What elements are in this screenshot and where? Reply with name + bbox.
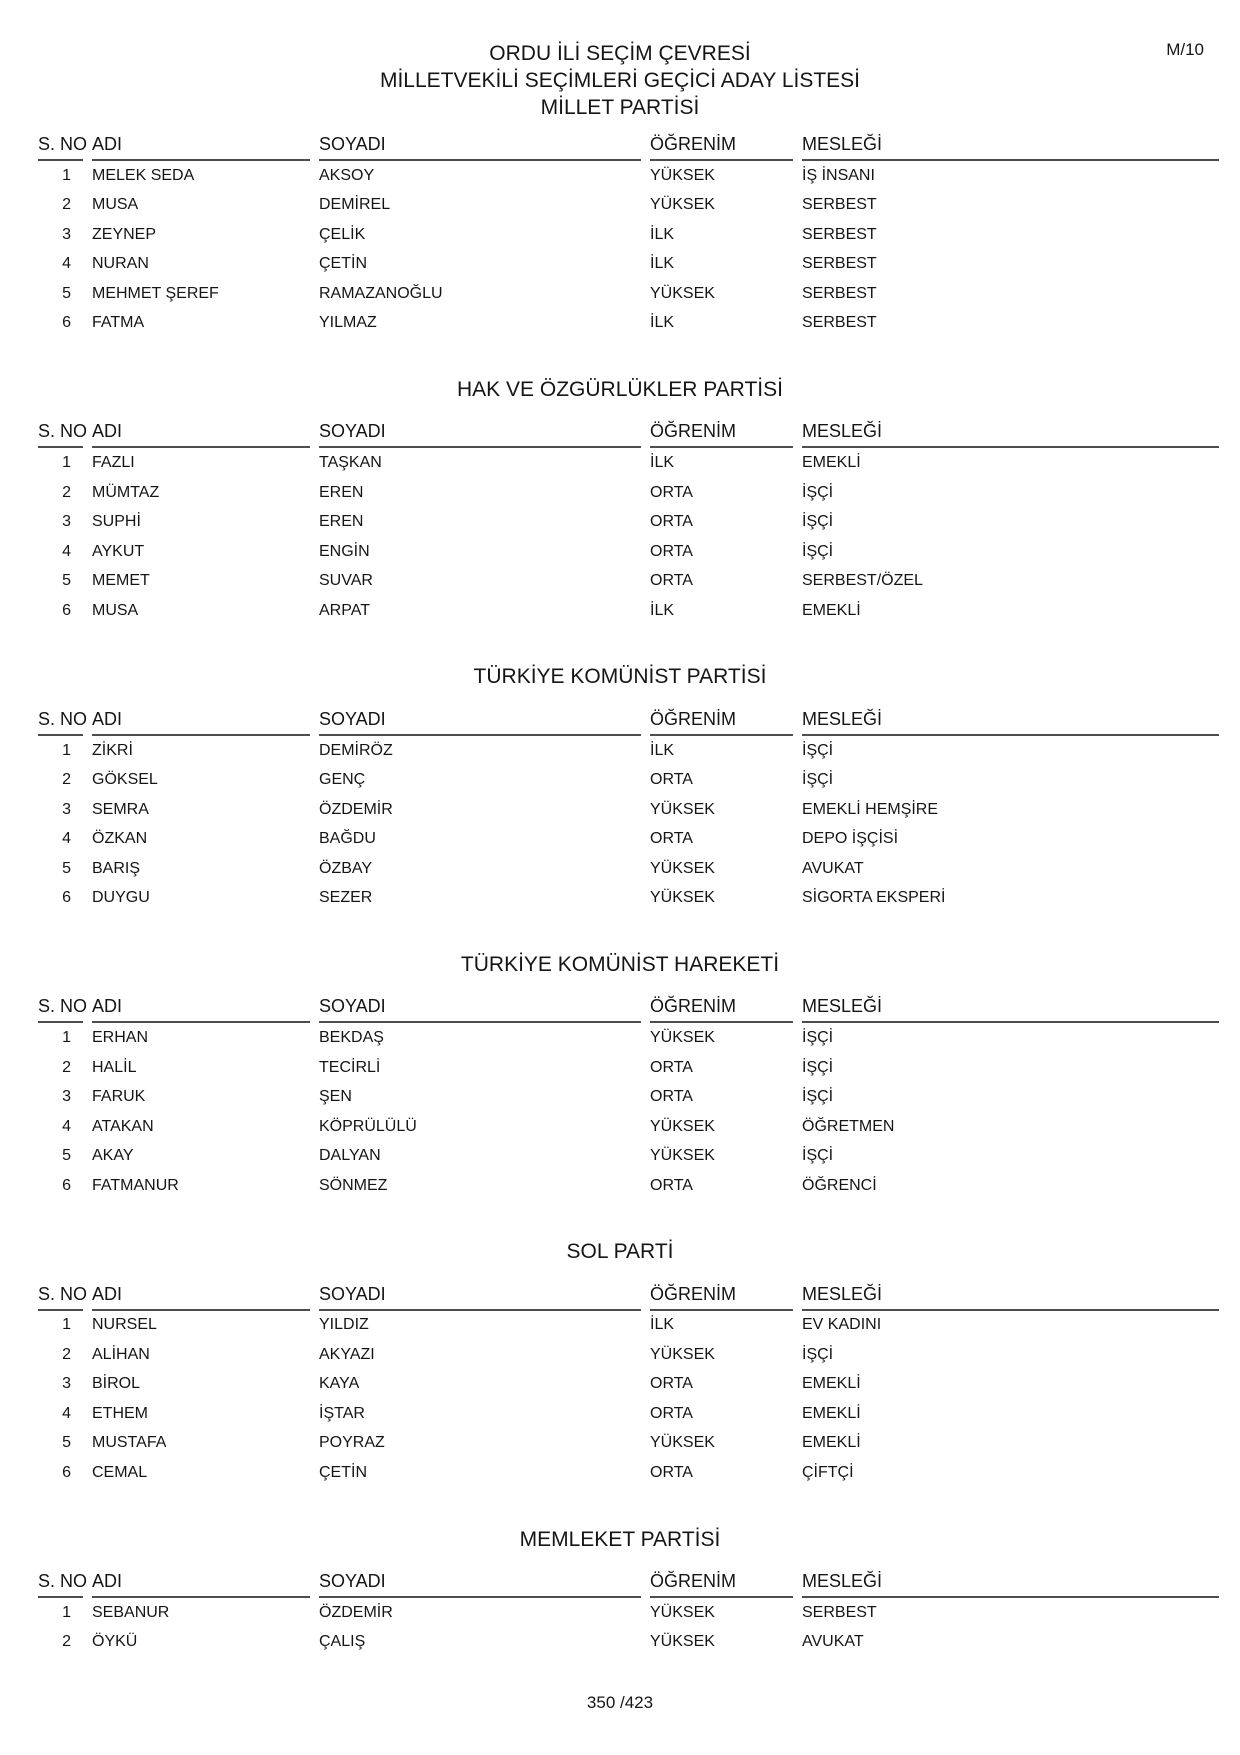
table-header-row (38, 708, 1230, 736)
cell-adi: SEMRA (92, 800, 149, 818)
table-row (38, 1399, 1230, 1429)
cell-adi: AYKUT (92, 542, 145, 560)
title-line-party: MİLLET PARTİSİ (540, 96, 700, 119)
page-code: M/10 (1166, 40, 1204, 59)
cell-sira-no: 5 (62, 1434, 71, 1452)
cell-ogrenim: YÜKSEK (650, 1633, 715, 1651)
cell-sira-no: 4 (62, 542, 71, 560)
cell-sira-no: 2 (62, 196, 71, 214)
table-row (38, 191, 1230, 221)
table-header-row (38, 1283, 1230, 1311)
cell-meslegi: İŞÇİ (802, 741, 834, 759)
cell-meslegi: İŞÇİ (802, 1029, 834, 1047)
column-header-adi: ADI (92, 420, 310, 448)
table-header-row (38, 995, 1230, 1023)
cell-adi: ÖZKAN (92, 830, 148, 848)
cell-meslegi: SERBEST/ÖZEL (802, 572, 923, 590)
cell-meslegi: EMEKLİ (802, 1434, 861, 1452)
column-header-ogrenim: ÖĞRENİM (650, 708, 793, 736)
column-header-sira-no: S. NO (38, 420, 83, 448)
table-row (38, 507, 1230, 537)
column-header-soyadi: SOYADI (319, 420, 641, 448)
cell-sira-no: 1 (62, 454, 71, 472)
cell-soyadi: SEZER (319, 889, 373, 907)
column-header-ogrenim: ÖĞRENİM (650, 133, 793, 161)
cell-adi: ZEYNEP (92, 225, 157, 243)
cell-soyadi: EREN (319, 483, 364, 501)
cell-meslegi: İŞÇİ (802, 483, 834, 501)
cell-adi: ÖYKÜ (92, 1633, 138, 1651)
table-row (38, 596, 1230, 626)
cell-meslegi: AVUKAT (802, 1633, 864, 1651)
cell-meslegi: İŞÇİ (802, 1088, 834, 1106)
cell-ogrenim: İLK (650, 1316, 675, 1334)
table-row (38, 1171, 1230, 1201)
table-row (38, 1458, 1230, 1488)
cell-sira-no: 1 (62, 1316, 71, 1334)
cell-adi: ETHEM (92, 1404, 148, 1422)
cell-adi: FAZLI (92, 454, 135, 472)
cell-meslegi: EMEKLİ (802, 1375, 861, 1393)
column-header-soyadi: SOYADI (319, 708, 641, 736)
cell-ogrenim: İLK (650, 314, 675, 332)
table-row (38, 309, 1230, 339)
party-table (0, 1283, 1240, 1488)
cell-soyadi: İŞTAR (319, 1404, 365, 1422)
cell-soyadi: RAMAZANOĞLU (319, 284, 443, 302)
cell-sira-no: 6 (62, 1463, 71, 1481)
column-header-sira-no: S. NO (38, 995, 83, 1023)
table-row (38, 1429, 1230, 1459)
cell-ogrenim: YÜKSEK (650, 1147, 715, 1165)
cell-meslegi: ÖĞRENCİ (802, 1176, 877, 1194)
cell-soyadi: POYRAZ (319, 1434, 385, 1452)
table-row (38, 279, 1230, 309)
cell-sira-no: 3 (62, 800, 71, 818)
cell-ogrenim: ORTA (650, 830, 693, 848)
table-row (38, 161, 1230, 191)
cell-adi: MEHMET ŞEREF (92, 284, 219, 302)
cell-ogrenim: YÜKSEK (650, 1603, 715, 1621)
cell-adi: SUPHİ (92, 513, 141, 531)
cell-sira-no: 2 (62, 771, 71, 789)
table-row (38, 795, 1230, 825)
cell-adi: NURAN (92, 255, 149, 273)
cell-meslegi: DEPO İŞÇİSİ (802, 830, 899, 848)
column-header-sira-no: S. NO (38, 1570, 83, 1598)
cell-adi: MUSA (92, 601, 139, 619)
column-header-sira-no: S. NO (38, 708, 83, 736)
cell-meslegi: SERBEST (802, 314, 877, 332)
table-row (38, 537, 1230, 567)
cell-soyadi: SUVAR (319, 572, 373, 590)
column-header-ogrenim: ÖĞRENİM (650, 420, 793, 448)
column-header-ogrenim: ÖĞRENİM (650, 1283, 793, 1311)
column-header-meslegi: MESLEĞİ (802, 133, 1219, 161)
cell-soyadi: ARPAT (319, 601, 370, 619)
cell-soyadi: TECİRLİ (319, 1058, 381, 1076)
cell-soyadi: DEMİRÖZ (319, 741, 393, 759)
cell-soyadi: KAYA (319, 1375, 360, 1393)
cell-sira-no: 2 (62, 1058, 71, 1076)
cell-soyadi: ENGİN (319, 542, 370, 560)
cell-adi: ERHAN (92, 1029, 149, 1047)
cell-soyadi: AKYAZI (319, 1345, 375, 1363)
cell-ogrenim: İLK (650, 741, 675, 759)
table-header-row (38, 1570, 1230, 1598)
cell-sira-no: 4 (62, 830, 71, 848)
cell-sira-no: 6 (62, 601, 71, 619)
cell-adi: ZİKRİ (92, 741, 133, 759)
cell-ogrenim: YÜKSEK (650, 284, 715, 302)
table-header-row (38, 133, 1230, 161)
column-header-soyadi: SOYADI (319, 995, 641, 1023)
cell-ogrenim: İLK (650, 601, 675, 619)
table-row (38, 448, 1230, 478)
cell-soyadi: AKSOY (319, 166, 375, 184)
table-row (38, 736, 1230, 766)
cell-sira-no: 1 (62, 1603, 71, 1621)
cell-meslegi: İŞÇİ (802, 1345, 834, 1363)
cell-ogrenim: ORTA (650, 1058, 693, 1076)
cell-ogrenim: YÜKSEK (650, 1117, 715, 1135)
column-header-meslegi: MESLEĞİ (802, 1283, 1219, 1311)
column-header-adi: ADI (92, 133, 310, 161)
cell-sira-no: 1 (62, 741, 71, 759)
party-section (0, 376, 1240, 625)
column-header-ogrenim: ÖĞRENİM (650, 995, 793, 1023)
table-row (38, 854, 1230, 884)
cell-soyadi: ÖZDEMİR (319, 1603, 393, 1621)
cell-sira-no: 3 (62, 225, 71, 243)
cell-soyadi: ÇALIŞ (319, 1633, 366, 1651)
cell-sira-no: 4 (62, 255, 71, 273)
cell-soyadi: ÇETİN (319, 1463, 367, 1481)
table-header-row (38, 420, 1230, 448)
cell-meslegi: İŞÇİ (802, 542, 834, 560)
cell-soyadi: ÖZBAY (319, 859, 373, 877)
cell-meslegi: SERBEST (802, 196, 877, 214)
cell-sira-no: 3 (62, 1375, 71, 1393)
table-header (0, 1570, 1240, 1598)
cell-adi: AKAY (92, 1147, 134, 1165)
table-row (38, 765, 1230, 795)
cell-ogrenim: YÜKSEK (650, 196, 715, 214)
party-table (0, 1570, 1240, 1657)
cell-ogrenim: YÜKSEK (650, 1345, 715, 1363)
cell-ogrenim: YÜKSEK (650, 1029, 715, 1047)
cell-sira-no: 2 (62, 483, 71, 501)
cell-adi: SEBANUR (92, 1603, 170, 1621)
cell-ogrenim: İLK (650, 255, 675, 273)
party-table-millet-partisi (0, 133, 1240, 338)
table-row (38, 1311, 1230, 1341)
cell-meslegi: İŞÇİ (802, 771, 834, 789)
cell-sira-no: 1 (62, 166, 71, 184)
party-title: TÜRKİYE KOMÜNİST HAREKETİ (460, 952, 780, 976)
cell-meslegi: İŞÇİ (802, 513, 834, 531)
cell-ogrenim: ORTA (650, 483, 693, 501)
table-row (38, 1628, 1230, 1658)
cell-soyadi: EREN (319, 513, 364, 531)
column-header-adi: ADI (92, 708, 310, 736)
cell-sira-no: 2 (62, 1633, 71, 1651)
page-number: 350 /423 (586, 1693, 654, 1713)
table-row (38, 1082, 1230, 1112)
cell-adi: FARUK (92, 1088, 146, 1106)
table-body (0, 161, 1240, 338)
cell-meslegi: SERBEST (802, 255, 877, 273)
table-body (0, 736, 1240, 913)
cell-adi: MÜMTAZ (92, 483, 160, 501)
table-row (38, 1340, 1230, 1370)
table-body (0, 1311, 1240, 1488)
cell-ogrenim: YÜKSEK (650, 166, 715, 184)
cell-sira-no: 6 (62, 314, 71, 332)
cell-ogrenim: YÜKSEK (650, 800, 715, 818)
column-header-meslegi: MESLEĞİ (802, 1570, 1219, 1598)
cell-meslegi: EMEKLİ (802, 601, 861, 619)
party-title: MEMLEKET PARTİSİ (519, 1527, 721, 1551)
cell-soyadi: GENÇ (319, 771, 366, 789)
cell-sira-no: 5 (62, 572, 71, 590)
cell-meslegi: SERBEST (802, 225, 877, 243)
cell-ogrenim: YÜKSEK (650, 859, 715, 877)
column-header-soyadi: SOYADI (319, 1283, 641, 1311)
column-header-sira-no: S. NO (38, 1283, 83, 1311)
table-header (0, 133, 1240, 161)
party-title: SOL PARTİ (566, 1240, 674, 1264)
cell-meslegi: EMEKLİ (802, 1404, 861, 1422)
cell-soyadi: TAŞKAN (319, 454, 382, 472)
cell-soyadi: BEKDAŞ (319, 1029, 384, 1047)
cell-ogrenim: ORTA (650, 542, 693, 560)
cell-adi: BİROL (92, 1375, 141, 1393)
cell-meslegi: SERBEST (802, 284, 877, 302)
cell-ogrenim: YÜKSEK (650, 1434, 715, 1452)
column-header-meslegi: MESLEĞİ (802, 420, 1219, 448)
cell-meslegi: ÇİFTÇİ (802, 1463, 854, 1481)
cell-ogrenim: ORTA (650, 1463, 693, 1481)
cell-adi: NURSEL (92, 1316, 157, 1334)
cell-meslegi: İŞÇİ (802, 1058, 834, 1076)
cell-soyadi: ÖZDEMİR (319, 800, 393, 818)
table-row (38, 1023, 1230, 1053)
cell-adi: ATAKAN (92, 1117, 154, 1135)
cell-adi: MELEK SEDA (92, 166, 195, 184)
cell-soyadi: ŞEN (319, 1088, 352, 1106)
table-row (38, 1112, 1230, 1142)
title-line-province: ORDU İLİ SEÇİM ÇEVRESİ (489, 42, 751, 65)
table-row (38, 1370, 1230, 1400)
table-header (0, 995, 1240, 1023)
cell-soyadi: DALYAN (319, 1147, 381, 1165)
table-row (38, 883, 1230, 913)
cell-ogrenim: ORTA (650, 1176, 693, 1194)
cell-ogrenim: ORTA (650, 572, 693, 590)
cell-sira-no: 3 (62, 1088, 71, 1106)
cell-ogrenim: ORTA (650, 1375, 693, 1393)
column-header-adi: ADI (92, 1283, 310, 1311)
cell-adi: FATMANUR (92, 1176, 179, 1194)
column-header-meslegi: MESLEĞİ (802, 708, 1219, 736)
table-row (38, 1141, 1230, 1171)
cell-sira-no: 5 (62, 284, 71, 302)
title-line-list: MİLLETVEKİLİ SEÇİMLERİ GEÇİCİ ADAY LİSTESİ (379, 69, 861, 92)
party-table (0, 420, 1240, 625)
cell-meslegi: EMEKLİ (802, 454, 861, 472)
cell-adi: BARIŞ (92, 859, 141, 877)
table-body (0, 1598, 1240, 1657)
cell-ogrenim: İLK (650, 454, 675, 472)
cell-meslegi: EV KADINI (802, 1316, 882, 1334)
cell-sira-no: 6 (62, 1176, 71, 1194)
cell-meslegi: ÖĞRETMEN (802, 1117, 895, 1135)
cell-sira-no: 6 (62, 889, 71, 907)
cell-soyadi: YILMAZ (319, 314, 377, 332)
party-title: TÜRKİYE KOMÜNİST PARTİSİ (473, 665, 767, 689)
cell-sira-no: 5 (62, 1147, 71, 1165)
cell-sira-no: 1 (62, 1029, 71, 1047)
cell-meslegi: SİGORTA EKSPERİ (802, 889, 946, 907)
table-row (38, 1053, 1230, 1083)
party-title: HAK VE ÖZGÜRLÜKLER PARTİSİ (457, 378, 783, 401)
cell-ogrenim: ORTA (650, 1088, 693, 1106)
cell-soyadi: YILDIZ (319, 1316, 369, 1334)
table-body (0, 448, 1240, 625)
document-title-block (0, 0, 1240, 121)
cell-meslegi: İŞ İNSANI (802, 166, 875, 184)
party-section (0, 1238, 1240, 1487)
cell-soyadi: ÇELİK (319, 225, 366, 243)
column-header-meslegi: MESLEĞİ (802, 995, 1219, 1023)
table-body (0, 1023, 1240, 1200)
table-row (38, 250, 1230, 280)
table-header (0, 420, 1240, 448)
cell-soyadi: DEMİREL (319, 196, 391, 214)
cell-adi: DUYGU (92, 889, 150, 907)
cell-sira-no: 4 (62, 1117, 71, 1135)
cell-adi: MUSTAFA (92, 1434, 167, 1452)
cell-adi: MEMET (92, 572, 150, 590)
cell-meslegi: AVUKAT (802, 859, 864, 877)
cell-ogrenim: İLK (650, 225, 675, 243)
table-header (0, 1283, 1240, 1311)
table-row (38, 824, 1230, 854)
table-row (38, 566, 1230, 596)
cell-adi: ALİHAN (92, 1345, 150, 1363)
cell-ogrenim: ORTA (650, 771, 693, 789)
cell-meslegi: İŞÇİ (802, 1147, 834, 1165)
table-row (38, 478, 1230, 508)
column-header-ogrenim: ÖĞRENİM (650, 1570, 793, 1598)
column-header-soyadi: SOYADI (319, 133, 641, 161)
table-header (0, 708, 1240, 736)
column-header-adi: ADI (92, 1570, 310, 1598)
party-table (0, 708, 1240, 913)
cell-soyadi: KÖPRÜLÜLÜ (319, 1117, 417, 1135)
party-table (0, 995, 1240, 1200)
cell-ogrenim: ORTA (650, 513, 693, 531)
cell-soyadi: SÖNMEZ (319, 1176, 388, 1194)
cell-soyadi: BAĞDU (319, 830, 376, 848)
cell-meslegi: SERBEST (802, 1603, 877, 1621)
party-section (0, 1526, 1240, 1657)
column-header-soyadi: SOYADI (319, 1570, 641, 1598)
cell-adi: FATMA (92, 314, 145, 332)
cell-adi: MUSA (92, 196, 139, 214)
party-section (0, 951, 1240, 1200)
cell-sira-no: 3 (62, 513, 71, 531)
table-row (38, 1598, 1230, 1628)
cell-ogrenim: YÜKSEK (650, 889, 715, 907)
cell-meslegi: EMEKLİ HEMŞİRE (802, 800, 939, 818)
cell-soyadi: ÇETİN (319, 255, 367, 273)
table-row (38, 220, 1230, 250)
cell-adi: HALİL (92, 1058, 137, 1076)
cell-adi: CEMAL (92, 1463, 148, 1481)
column-header-adi: ADI (92, 995, 310, 1023)
cell-sira-no: 5 (62, 859, 71, 877)
cell-sira-no: 2 (62, 1345, 71, 1363)
cell-ogrenim: ORTA (650, 1404, 693, 1422)
column-header-sira-no: S. NO (38, 133, 83, 161)
cell-adi: GÖKSEL (92, 771, 158, 789)
party-section (0, 663, 1240, 912)
cell-sira-no: 4 (62, 1404, 71, 1422)
